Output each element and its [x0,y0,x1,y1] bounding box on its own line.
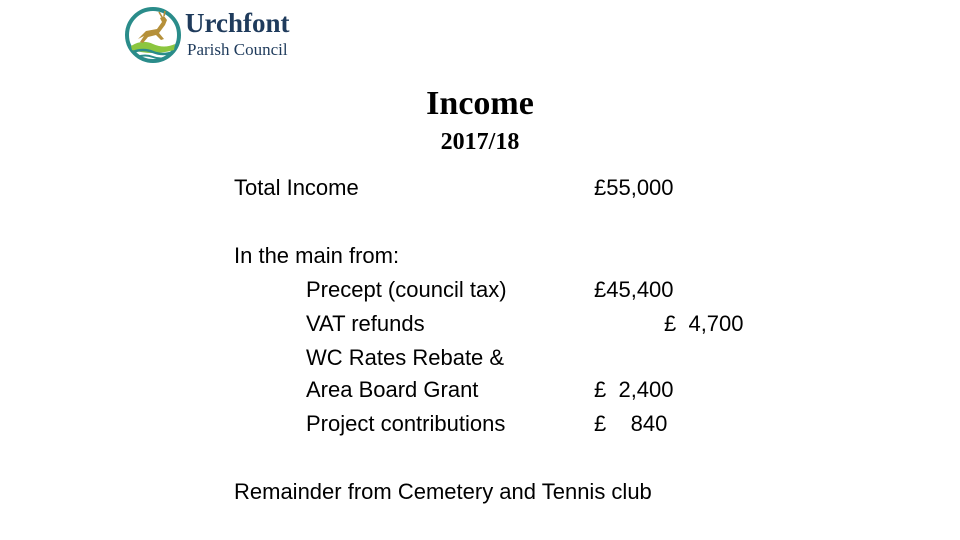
remainder-note: Remainder from Cemetery and Tennis club [234,479,652,504]
logo-name: Urchfont [185,8,290,38]
total-income-label: Total Income [234,175,359,200]
breakdown-item-label: VAT refunds [306,311,425,336]
breakdown-intro: In the main from: [234,243,400,268]
parish-council-logo [124,6,304,66]
breakdown-item-amount: £45,400 [594,277,674,302]
logo-subtitle: Parish Council [187,40,288,59]
breakdown-item-label: Area Board Grant [306,377,479,402]
breakdown-item-label: Project contributions [306,411,506,436]
deer-emblem-icon [124,6,182,64]
breakdown-item-label: WC Rates Rebate & [306,345,505,370]
breakdown-item-amount: £ 2,400 [594,377,674,402]
page-title: Income [426,85,534,122]
breakdown-item-amount: £ 4,700 [664,311,744,336]
total-income-amount: £55,000 [594,175,674,200]
breakdown-item-amount: £ 840 [594,411,668,436]
breakdown-item-label: Precept (council tax) [306,277,507,302]
fiscal-year: 2017/18 [440,129,520,155]
